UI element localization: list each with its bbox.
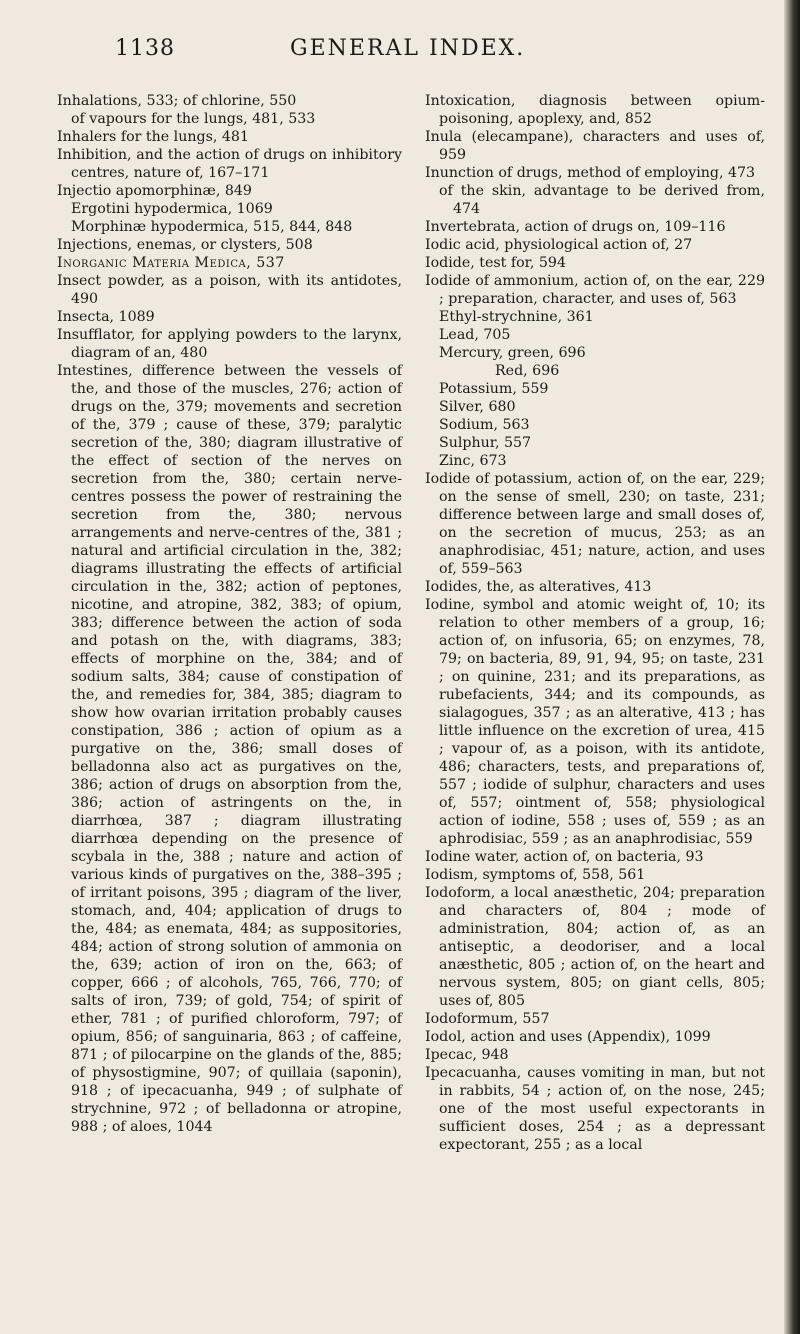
index-entry: Potassium, 559 [439, 381, 549, 397]
index-entry: Sulphur, 557 [439, 435, 532, 451]
index-entry: Insufflator, for applying powders to the larynx, diagram of an, 480 [57, 327, 402, 361]
page-header [60, 36, 750, 70]
index-entry: Iodoform, a local anæsthetic, 204; preparation and characters of, 804 ; mode of administration, 804; action of, as an antiseptic, a deodoriser, and a local anæsthetic, 805 ; action of, on the heart and nervous system, 805; on giant cells, 805; uses of, 805 [425, 885, 765, 1009]
running-title: GENERAL INDEX. [290, 36, 526, 61]
index-entry: Ergotini hypodermica, 1069 [71, 201, 273, 217]
index-entry: Iodide, test for, 594 [425, 255, 566, 271]
index-entry: Iodide of ammonium, action of, on the ear, 229 ; preparation, character, and uses of, 563 [425, 273, 765, 307]
index-entry: Iodol, action and uses (Appendix), 1099 [425, 1029, 711, 1045]
index-entry: Inorganic Materia Medica, 537 [57, 255, 285, 271]
index-entry: Inunction of drugs, method of employing, 473 [425, 165, 756, 181]
page-edge-shadow [784, 0, 800, 1334]
index-entry: Insecta, 1089 [57, 309, 155, 325]
index-entry: Iodism, symptoms of, 558, 561 [425, 867, 646, 883]
index-entry: Injectio apomorphinæ, 849 [57, 183, 252, 199]
index-entry: Inula (elecampane), characters and uses of, 959 [425, 129, 765, 163]
index-entry: Iodide of potassium, action of, on the ear, 229; on the sense of smell, 230; on taste, 231; difference between large and small doses of, on the secretion of mucus, 253; as an anaphrodisiac, 451; nature, action, and uses of, 559–563 [425, 471, 765, 577]
index-entry: Intoxication, diagnosis between opium-poisoning, apoplexy, and, 852 [425, 93, 765, 127]
index-entry: Morphinæ hypodermica, 515, 844, 848 [71, 219, 353, 235]
index-entry: Inhibition, and the action of drugs on inhibitory centres, nature of, 167–171 [57, 147, 402, 181]
index-entry: Iodine water, action of, on bacteria, 93 [425, 849, 704, 865]
index-entry: of the skin, advantage to be derived from, 474 [439, 183, 765, 217]
index-entry: Iodine, symbol and atomic weight of, 10; its relation to other members of a group, 16; action of, on infusoria, 65; on enzymes, 78, 79; on bacteria, 89, 91, 94, 95; on taste, 231 ; on quinine, 231; and its preparations, as rubefacients, 344; and its compounds, as sialagogues, 357 ; as an alterative, 413 ; has little influence on the excretion of urea, 415 ; vapour of, as a poison, with its antidote, 486; characters, tests, and preparations of, 557 ; iodide of sulphur, characters and uses of, 557; ointment of, 558; physiological action of iodine, 558 ; uses of, 559 ; as an aphrodisiac, 559 ; as an anaphrodisiac, 559 [425, 597, 765, 847]
index-column-left [57, 92, 402, 1136]
index-entry: Silver, 680 [439, 399, 516, 415]
index-entry: Ipecac, 948 [425, 1047, 509, 1063]
index-entry: Sodium, 563 [439, 417, 530, 433]
index-column-right [425, 92, 765, 1154]
index-entry: of vapours for the lungs, 481, 533 [71, 111, 316, 127]
index-entry: Invertebrata, action of drugs on, 109–116 [425, 219, 726, 235]
page-number: 1138 [115, 36, 175, 61]
index-entry: Iodic acid, physiological action of, 27 [425, 237, 693, 253]
index-entry: Mercury, green, 696 [439, 345, 586, 361]
index-entry: Inhalations, 533; of chlorine, 550 [57, 93, 297, 109]
index-entry: Insect powder, as a poison, with its antidotes, 490 [57, 273, 402, 307]
index-entry: Iodides, the, as alteratives, 413 [425, 579, 652, 595]
index-entry: Iodoformum, 557 [425, 1011, 550, 1027]
index-entry: Inhalers for the lungs, 481 [57, 129, 249, 145]
index-entry: Intestines, difference between the vessels of the, and those of the muscles, 276; action of drugs on the, 379; movements and secretion of the, 379 ; cause of these, 379; paralytic secretion of the, 380; diagram illustrative of the effect of section of the nerves on secretion from the, 380; certain nerve-centres possess the power of restraining the secretion from the, 380; nervous arrangements and nerve-centres of the, 381 ; natural and artificial circulation in the, 382; diagrams illustrating the effects of artificial circulation in the, 382; action of peptones, nicotine, and atropine, 382, 383; of opium, 383; difference between the action of soda and potash on the, with diagrams, 383; effects of morphine on the, 384; and of sodium salts, 384; cause of constipation of the, and remedies for, 384, 385; diagram to show how ovarian irritation probably causes constipation, 386 ; action of opium as a purgative on the, 386; small doses of belladonna also act as purgatives on the, 386; action of drugs on absorption from the, 386; action of astringents on the, in diarrhœa, 387 ; diagram illustrating diarrhœa depending on the presence of scybala in the, 388 ; nature and action of various kinds of purgatives on the, 388–395 ; of irritant poisons, 395 ; diagram of the liver, stomach, and, 404; application of drugs to the, 484; as enemata, 484; as suppositories, 484; action of strong solution of ammonia on the, 639; action of iron on the, 663; of copper, 666 ; of alcohols, 765, 766, 770; of salts of iron, 739; of gold, 754; of spirit of ether, 781 ; of purified chloroform, 797; of opium, 856; of sanguinaria, 863 ; of caffeine, 871 ; of pilocarpine on the glands of the, 885; of physostigmine, 907; of quillaia (saponin), 918 ; of ipecacuanha, 949 ; of sulphate of strychnine, 972 ; of belladonna or atropine, 988 ; of aloes, 1044 [57, 363, 402, 1135]
index-entry: Zinc, 673 [439, 453, 507, 469]
index-entry: Injections, enemas, or clysters, 508 [57, 237, 313, 253]
index-entry: Red, 696 [495, 363, 560, 379]
index-entry: Ethyl-strychnine, 361 [439, 309, 594, 325]
index-entry: Lead, 705 [439, 327, 511, 343]
index-entry: Ipecacuanha, causes vomiting in man, but not in rabbits, 54 ; action of, on the nose, 245; one of the most useful expectorants in sufficient doses, 254 ; as a depressant expectorant, 255 ; as a local [425, 1065, 765, 1153]
